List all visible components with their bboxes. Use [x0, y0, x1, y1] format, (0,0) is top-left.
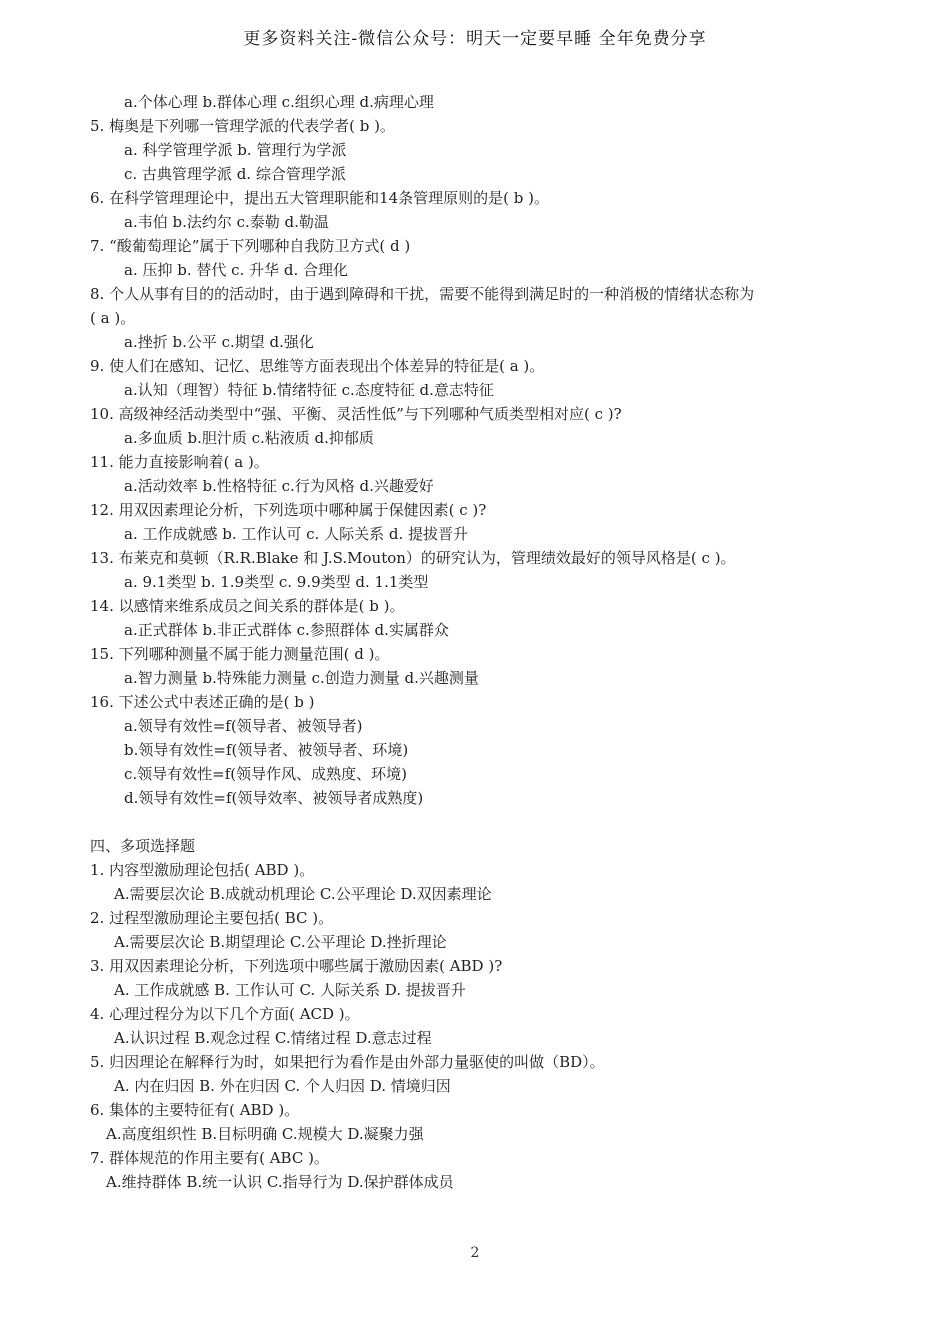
answer-options: a. 工作成就感 b. 工作认可 c. 人际关系 d. 提拔晋升 — [124, 525, 468, 543]
question-line: 3. 用双因素理论分析，下列选项中哪些属于激励因素( ABD )? — [90, 957, 503, 975]
answer-options: c.领导有效性=f(领导作风、成熟度、环境) — [124, 765, 407, 783]
answer-options: a.正式群体 b.非正式群体 c.参照群体 d.实属群众 — [124, 621, 449, 639]
answer-options: A. 内在归因 B. 外在归因 C. 个人归因 D. 情境归因 — [114, 1077, 451, 1095]
answer-options: A. 工作成就感 B. 工作认可 C. 人际关系 D. 提拔晋升 — [114, 981, 466, 999]
question-line: 4. 心理过程分为以下几个方面( ACD )。 — [90, 1005, 360, 1023]
answer-options: a.认知（理智）特征 b.情绪特征 c.态度特征 d.意志特征 — [124, 381, 494, 399]
question-line: 6. 集体的主要特征有( ABD )。 — [90, 1101, 300, 1119]
question-content — [90, 90, 890, 1194]
question-line: 2. 过程型激励理论主要包括( BC )。 — [90, 909, 334, 927]
question-line: 8. 个人从事有目的的活动时，由于遇到障碍和干扰，需要不能得到满足时的一种消极的情绪状态称为 — [90, 285, 755, 303]
answer-options: A.需要层次论 B.成就动机理论 C.公平理论 D.双因素理论 — [114, 885, 492, 903]
answer-options: a.多血质 b.胆汁质 c.粘液质 d.抑郁质 — [124, 429, 374, 447]
answer-options: a. 压抑 b. 替代 c. 升华 d. 合理化 — [124, 261, 348, 279]
question-line: ( a )。 — [90, 309, 136, 327]
question-line: 5. 梅奥是下列哪一管理学派的代表学者( b )。 — [90, 117, 395, 135]
answer-options: A.高度组织性 B.目标明确 C.规模大 D.凝聚力强 — [106, 1125, 424, 1143]
answer-options: c. 古典管理学派 d. 综合管理学派 — [124, 165, 346, 183]
answer-options: A.认识过程 B.观念过程 C.情绪过程 D.意志过程 — [114, 1029, 432, 1047]
question-line: 四、多项选择题 — [90, 837, 196, 855]
answer-options: a.智力测量 b.特殊能力测量 c.创造力测量 d.兴趣测量 — [124, 669, 479, 687]
answer-options: d.领导有效性=f(领导效率、被领导者成熟度) — [124, 789, 424, 807]
question-line: 7. 群体规范的作用主要有( ABC )。 — [90, 1149, 329, 1167]
question-line: 10. 高级神经活动类型中“强、平衡、灵活性低”与下列哪种气质类型相对应( c )? — [90, 405, 622, 423]
question-line: 16. 下述公式中表述正确的是( b ) — [90, 693, 315, 711]
question-line: 12. 用双因素理论分析，下列选项中哪种属于保健因素( c )? — [90, 501, 487, 519]
question-line: 14. 以感情来维系成员之间关系的群体是( b )。 — [90, 597, 405, 615]
page-header: 更多资料关注-微信公众号：明天一定要早睡 全年免费分享 — [243, 29, 707, 49]
answer-options: A.维持群体 B.统一认识 C.指导行为 D.保护群体成员 — [106, 1173, 454, 1191]
spacer — [90, 810, 890, 834]
answer-options: a.领导有效性=f(领导者、被领导者) — [124, 717, 363, 735]
question-line: 11. 能力直接影响着( a )。 — [90, 453, 269, 471]
answer-options: a.挫折 b.公平 c.期望 d.强化 — [124, 333, 314, 351]
answer-options: a.个体心理 b.群体心理 c.组织心理 d.病理心理 — [124, 93, 434, 111]
page-number: 2 — [470, 1245, 480, 1261]
answer-options: a.活动效率 b.性格特征 c.行为风格 d.兴趣爱好 — [124, 477, 434, 495]
answer-options: b.领导有效性=f(领导者、被领导者、环境) — [124, 741, 409, 759]
question-line: 1. 内容型激励理论包括( ABD )。 — [90, 861, 315, 879]
question-line: 6. 在科学管理理论中，提出五大管理职能和14条管理原则的是( b )。 — [90, 189, 550, 207]
question-line: 13. 布莱克和莫顿（R.R.Blake 和 J.S.Mouton）的研究认为，管理绩效最好的领导风格是( c )。 — [90, 549, 736, 567]
question-line: 5. 归因理论在解释行为时，如果把行为看作是由外部力量驱使的叫做（BD）。 — [90, 1053, 605, 1071]
question-line: 15. 下列哪种测量不属于能力测量范围( d )。 — [90, 645, 390, 663]
question-line: 7. “酸葡萄理论”属于下列哪种自我防卫方式( d ) — [90, 237, 411, 255]
answer-options: a.韦伯 b.法约尔 c.泰勒 d.勒温 — [124, 213, 329, 231]
question-line: 9. 使人们在感知、记忆、思维等方面表现出个体差异的特征是( a )。 — [90, 357, 545, 375]
answer-options: a. 科学管理学派 b. 管理行为学派 — [124, 141, 347, 159]
answer-options: A.需要层次论 B.期望理论 C.公平理论 D.挫折理论 — [114, 933, 447, 951]
answer-options: a. 9.1类型 b. 1.9类型 c. 9.9类型 d. 1.1类型 — [124, 573, 429, 591]
